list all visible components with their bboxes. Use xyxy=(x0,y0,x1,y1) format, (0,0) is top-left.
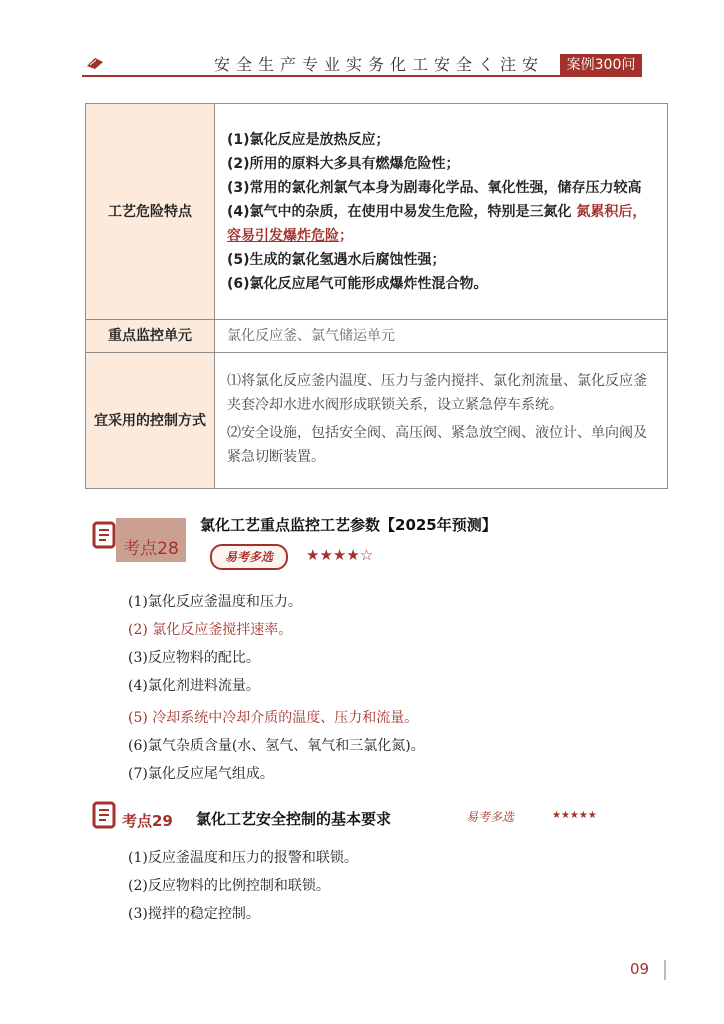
header-rule xyxy=(82,75,642,77)
list-item: (2)反应物料的比例控制和联锁。 xyxy=(128,878,330,894)
table-row xyxy=(86,353,668,489)
kaodian-29-label: 考点29 xyxy=(122,812,173,830)
list-item: (6)氯化反应尾气可能形成爆炸性混合物。 xyxy=(227,275,488,292)
list-item: (7)氯化反应尾气组成。 xyxy=(128,766,274,782)
list-item: (5)生成的氯化氢遇水后腐蚀性强； xyxy=(227,251,446,268)
rating-stars: ★★★★★ xyxy=(552,810,597,821)
row-value: 氯化反应釜、氯气储运单元 xyxy=(215,320,668,353)
header-title: 安全生产专业实务化工安全く注安 xyxy=(214,55,545,74)
header-badge: 案例300问 xyxy=(560,54,642,76)
list-item: (6)氯气杂质含量(水、氢气、氧气和三氯化氮)。 xyxy=(128,738,425,754)
list-item: (2)所用的原料大多具有燃爆危险性； xyxy=(227,155,460,172)
exam-tag: 易考多选 xyxy=(210,544,288,570)
highlight-text: 氮累积后， xyxy=(576,203,647,220)
section-29-title: 氯化工艺安全控制的基本要求 xyxy=(196,810,392,828)
rating-stars: ★★★★☆ xyxy=(306,546,374,564)
list-item: (5) 冷却系统中冷却介质的温度、压力和流量。 xyxy=(128,710,419,726)
process-info-table xyxy=(85,103,668,489)
list-item: (3)反应物料的配比。 xyxy=(128,650,260,666)
page-divider xyxy=(664,960,666,980)
kaodian-28-label: 考点28 xyxy=(116,518,186,562)
row-value xyxy=(215,104,668,320)
list-item: ⑴将氯化反应釜内温度、压力与釜内搅拌、氯化剂流量、氯化反应釜夹套冷却水进水阀形成联锁关系，设立紧急停车系统。 xyxy=(227,372,647,413)
list-item: (3)搅拌的稳定控制。 xyxy=(128,906,260,922)
list-item: ⑵安全设施，包括安全阀、高压阀、紧急放空阀、液位计、单向阀及紧急切断装置。 xyxy=(227,424,647,465)
highlight-underline-text: 容易引发爆炸危险 xyxy=(227,227,339,244)
row-value xyxy=(215,353,668,489)
list-item: (3)常用的氯化剂氯气本身为剧毒化学品、氧化性强，储存压力较高 xyxy=(227,179,642,196)
list-item: (1)反应釜温度和压力的报警和联锁。 xyxy=(128,850,358,866)
row-label: 宜采用的控制方式 xyxy=(86,353,215,489)
exam-tag: 易考多选 xyxy=(466,810,515,824)
list-item: (1)氯化反应是放热反应； xyxy=(227,131,390,148)
page-number: 09 xyxy=(630,960,650,978)
highlight-end: ； xyxy=(339,227,353,244)
section-29-list xyxy=(128,844,358,928)
list-item: (1)氯化反应釜温度和压力。 xyxy=(128,594,302,610)
list-item xyxy=(227,200,659,248)
section-28-list xyxy=(128,588,425,788)
list-item: (2) 氯化反应釜搅拌速率。 xyxy=(128,622,293,638)
notebook-icon xyxy=(90,800,120,830)
row-label: 重点监控单元 xyxy=(86,320,215,353)
book-logo-icon xyxy=(86,56,104,70)
row-label: 工艺危险特点 xyxy=(86,104,215,320)
section-28-title: 氯化工艺重点监控工艺参数【2025年预测】 xyxy=(200,516,497,534)
table-row xyxy=(86,104,668,320)
table-row xyxy=(86,320,668,353)
item-text: (4)氯气中的杂质，在使用中易发生危险，特别是三氮化 xyxy=(227,203,572,220)
list-item: (4)氯化剂进料流量。 xyxy=(128,678,260,694)
